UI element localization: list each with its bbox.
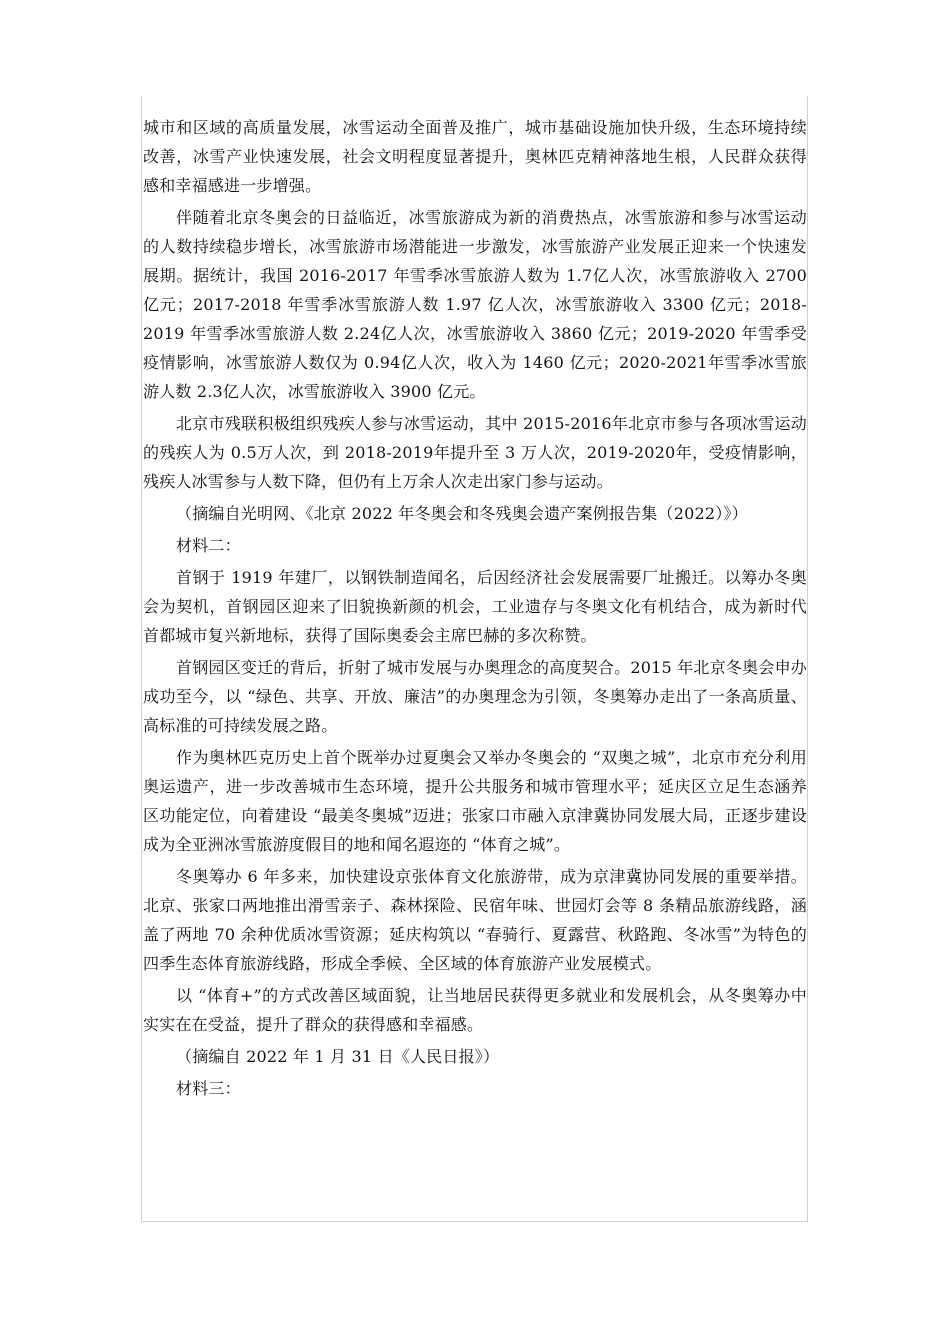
paragraph-winter-tourism: 伴随着北京冬奥会的日益临近，冰雪旅游成为新的消费热点，冰雪旅游和参与冰雪运动的人数持续稳步增长，冰雪旅游市场潜能进一步激发，冰雪旅游产业发展正迎来一个快速发展期。据统计，我国 2016-2017 年雪季冰雪旅游人数为 1.7亿人次，冰雪旅游收入 2700 亿元；2017-2018 年雪季冰雪旅游人数 1.97 亿人次，冰雪旅游收入 3300 亿元；2018-2019 年雪季冰雪旅游人数 2.24亿人次，冰雪旅游收入 3860 亿元；2019-2020 年雪季受疫情影响，冰雪旅游人数仅为 0.94亿人次，收入为 1460 亿元；2020-2021年雪季冰雪旅游人数 2.3亿人次，冰雪旅游收入 3900 亿元。	[143, 208, 807, 401]
paragraph-dual-olympic-city: 作为奥林匹克历史上首个既举办过夏奥会又举办冬奥会的 “双奥之城”，北京市充分利用奥运遗产，进一步改善城市生态环境，提升公共服务和城市管理水平；延庆区立足生态涵养区功能定位，向着建设 “最美冬奥城”迈进；张家口市融入京津冀协同发展大局，正逐步建设成为全亚洲冰雪旅游度假目的地和闻名遐迩的 “体育之城”。	[143, 748, 807, 854]
section-heading-material-3: 材料三：	[176, 1079, 241, 1098]
paragraph-disabled-participation: 北京市残联积极组织残疾人参与冰雪运动，其中 2015-2016年北京市参与各项冰雪运动的残疾人为 0.5万人次，到 2018-2019年提升至 3 万人次，2019-2020年，受疫情影响，残疾人冰雪参与人数下降，但仍有上万余人次走出家门参与运动。	[143, 414, 807, 491]
paragraph-tourism-belt: 冬奥筹办 6 年多来，加快建设京张体育文化旅游带，成为京津冀协同发展的重要举措。北京、张家口两地推出滑雪亲子、森林探险、民宿年味、世园灯会等 8 条精品旅游线路，涵盖了两地 70 余种优质冰雪资源；延庆构筑以 “春骑行、夏露营、秋路跑、冬冰雪”为特色的四季生态体育旅游线路，形成全季候、全区域的体育旅游产业发展模式。	[143, 867, 807, 973]
document-body	[143, 113, 807, 1103]
paragraph-park-change: 首钢园区变迁的背后，折射了城市发展与办奥理念的高度契合。2015 年北京冬奥会申办成功至今，以 “绿色、共享、开放、廉洁”的办奥理念为引领，冬奥筹办走出了一条高质量、高标准的可持续发展之路。	[143, 658, 807, 735]
paragraph-sports-plus: 以 “体育+”的方式改善区域面貌，让当地居民获得更多就业和发展机会，从冬奥筹办中实实在在受益，提升了群众的获得感和幸福感。	[143, 986, 807, 1034]
paragraph-1: 城市和区域的高质量发展，冰雪运动全面普及推广，城市基础设施加快升级，生态环境持续改善，冰雪产业快速发展，社会文明程度显著提升，奥林匹克精神落地生根，人民群众获得感和幸福感进一步增强。	[143, 118, 807, 195]
source-citation-2: （摘编自 2022 年 1 月 31 日《人民日报》）	[176, 1047, 500, 1066]
source-citation-1: （摘编自光明网、《北京 2022 年冬奥会和冬残奥会遗产案例报告集（2022）》）	[176, 504, 748, 523]
paragraph-shougang: 首钢于 1919 年建厂，以钢铁制造闻名，后因经济社会发展需要厂址搬迁。以筹办冬奥会为契机，首钢园区迎来了旧貌换新颜的机会，工业遗存与冬奥文化有机结合，成为新时代首都城市复兴新地标，获得了国际奥委会主席巴赫的多次称赞。	[143, 568, 807, 645]
section-heading-material-2: 材料二：	[176, 536, 241, 555]
